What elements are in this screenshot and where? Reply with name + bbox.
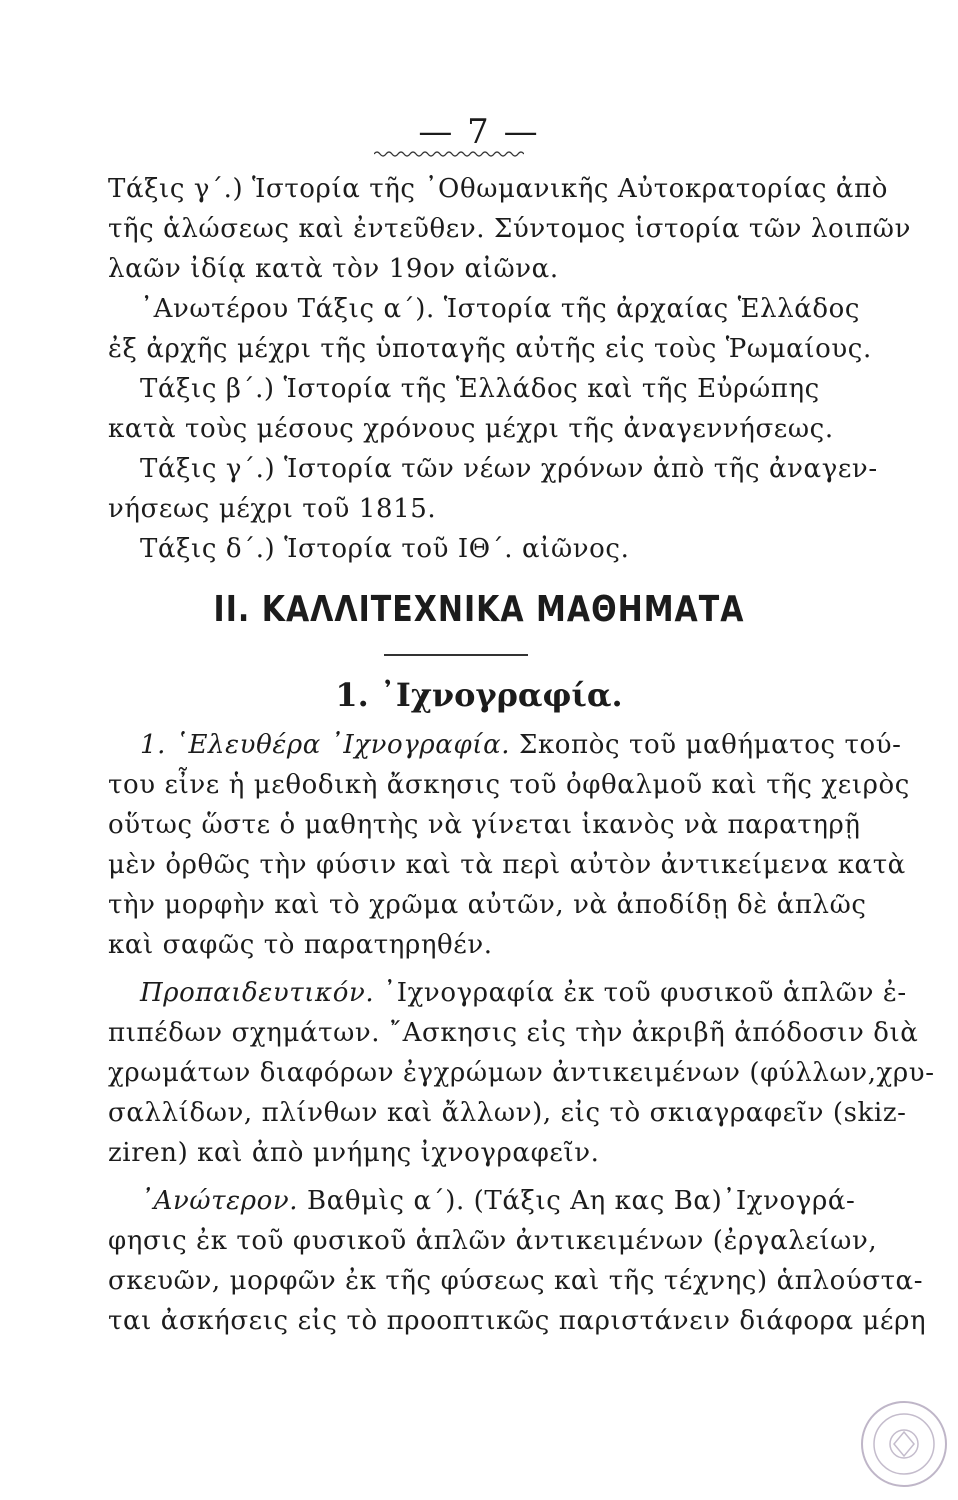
- paragraph-1-first-rest: Σκοπὸς τοῦ μαθήματος τού-: [518, 730, 902, 760]
- history-line: ἐξ ἀρχῆς μέχρι τῆς ὑποταγῆς αὐτῆς εἰς τοὺς Ῥωμαίους.: [108, 334, 872, 364]
- history-line: Τάξις δ΄.) Ἱστορία τοῦ ΙΘ΄. αἰῶνος.: [140, 534, 630, 564]
- paragraph-1-line: μὲν ὀρθῶς τὴν φύσιν καὶ τὰ περὶ αὐτὸν ἀντικείμενα κατὰ: [108, 850, 906, 880]
- history-line: λαῶν ἰδίᾳ κατὰ τὸν 19ον αἰῶνα.: [108, 254, 559, 284]
- paragraph-2-line: πιπέδων σχημάτων. ῎Ασκησις εἰς τὴν ἀκριβῆ ἀπόδοσιν διὰ: [108, 1018, 919, 1048]
- subheading: 1. ᾿Ιχνογραφία.: [335, 676, 623, 714]
- paragraph-3-line: φησις ἐκ τοῦ φυσικοῦ ἁπλῶν ἀντικειμένων (ἐργαλείων,: [108, 1226, 878, 1256]
- paragraph-2-first-rest: ᾿Ιχνογραφία ἐκ τοῦ φυσικοῦ ἁπλῶν ἐ-: [383, 978, 907, 1008]
- paragraph-2-line: ziren) καὶ ἀπὸ μνήμης ἰχνογραφεῖν.: [108, 1138, 600, 1168]
- paragraph-1-line: τὴν μορφὴν καὶ τὸ χρῶμα αὐτῶν, νὰ ἀποδίδῃ δὲ ἁπλῶς: [108, 890, 867, 920]
- heading-rule: [384, 654, 528, 656]
- paragraph-3-lead: ᾿Ανώτερον.: [140, 1186, 299, 1216]
- paragraph-1-lead: 1. ῾Ελευθέρα ᾿Ιχνογραφία.: [140, 730, 511, 760]
- paragraph-1-line: οὕτως ὥστε ὁ μαθητὴς νὰ γίνεται ἱκανὸς νὰ παρατηρῇ: [108, 810, 861, 840]
- history-line: κατὰ τοὺς μέσους χρόνους μέχρι τῆς ἀναγεννήσεως.: [108, 414, 834, 444]
- history-line: ᾿Ανωτέρου Τάξις α΄). Ἱστορία τῆς ἀρχαίας Ἑλλάδος: [140, 294, 861, 324]
- wavy-underline: [374, 150, 524, 158]
- paragraph-3-line: ται ἀσκήσεις εἰς τὸ προοπτικῶς παριστάνειν διάφορα μέρη: [108, 1306, 927, 1336]
- paragraph-1-line: καὶ σαφῶς τὸ παρατηρηθέν.: [108, 930, 493, 960]
- paragraph-3-line: σκευῶν, μορφῶν ἐκ τῆς φύσεως καὶ τῆς τέχνης) ἁπλούστα-: [108, 1266, 924, 1296]
- paragraph-2-lead: Προπαιδευτικόν.: [140, 978, 375, 1008]
- history-line: Τάξις γ΄.) Ἱστορία τῶν νέων χρόνων ἀπὸ τῆς ἀναγεν-: [140, 454, 878, 484]
- library-stamp-icon: [858, 1398, 950, 1490]
- history-line: νήσεως μέχρι τοῦ 1815.: [108, 494, 437, 524]
- paragraph-3-first-line: [140, 1186, 856, 1216]
- history-line: Τάξις β΄.) Ἱστορία τῆς Ἑλλάδος καὶ τῆς Εὐρώπης: [140, 374, 820, 404]
- paragraph-1-first-line: [140, 730, 902, 760]
- paragraph-3-first-rest: Βαθμὶς α΄). (Τάξις Αη κας Βα)᾿Ιχνογρά-: [307, 1186, 856, 1216]
- history-line: Τάξις γ΄.) Ἱστορία τῆς ᾿Οθωμανικῆς Αὐτοκρατορίας ἀπὸ: [108, 174, 889, 204]
- paragraph-1-line: του εἶνε ἡ μεθοδικὴ ἄσκησις τοῦ ὀφθαλμοῦ καὶ τῆς χειρὸς: [108, 770, 910, 800]
- page-number: — 7 —: [418, 112, 540, 152]
- paragraph-2-line: σαλλίδων, πλίνθων καὶ ἄλλων), εἰς τὸ σκιαγραφεῖν (skiz-: [108, 1098, 907, 1128]
- history-line: τῆς ἁλώσεως καὶ ἐντεῦθεν. Σύντομος ἱστορία τῶν λοιπῶν: [108, 214, 911, 244]
- paragraph-2-first-line: [140, 978, 907, 1008]
- paragraph-2-line: χρωμάτων διαφόρων ἐγχρώμων ἀντικειμένων (φύλλων,χρυ-: [108, 1058, 935, 1088]
- section-heading: II. ΚΑΛΛΙΤΕΧΝΙΚΑ ΜΑΘΗΜΑΤΑ: [213, 588, 745, 631]
